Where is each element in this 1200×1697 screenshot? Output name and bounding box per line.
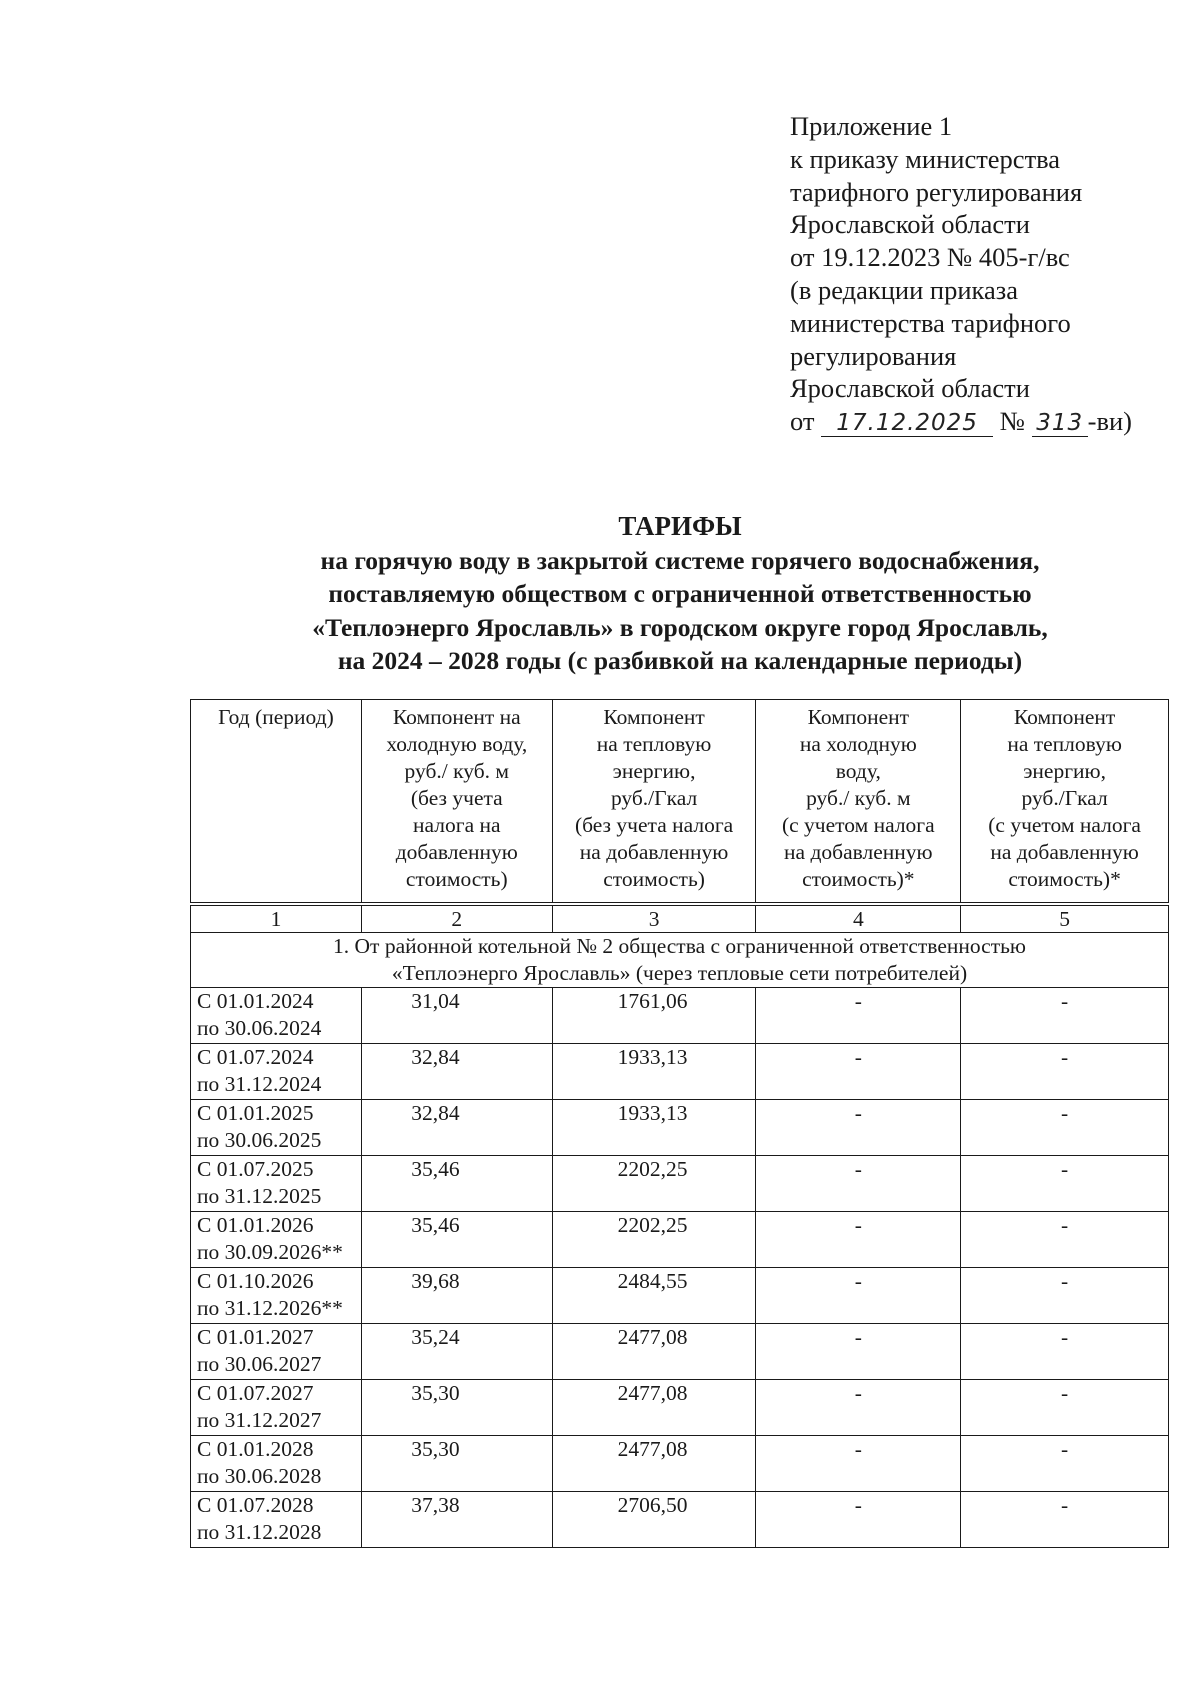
heat-energy-vat-value: - [961,1436,1169,1492]
title-line: на горячую воду в закрытой системе горячего водоснабжения, [320,545,1040,575]
title-line: на 2024 – 2028 годы (с разбивкой на календарные периоды) [337,646,1023,675]
heat-energy-vat-value: - [961,1380,1169,1436]
period-cell [191,1436,362,1492]
period-to: по 30.06.2025 [197,1128,322,1152]
period-to: по 31.12.2024 [197,1072,322,1096]
appendix-line: тарифного регулирования [790,176,1083,207]
period-from: С 01.01.2027 [197,1325,314,1349]
table-row [191,1324,1169,1380]
header-heat-energy-incl-vat: Компонент на тепловую энергию, руб./Гкал (с учетом налога на добавленную стоимость)* [961,700,1169,905]
heat-energy-value: 1933,13 [552,1100,756,1156]
cold-water-value: 32,84 [361,1044,552,1100]
period-cell [191,1156,362,1212]
cold-water-value: 35,30 [361,1380,552,1436]
period-from: С 01.07.2027 [197,1381,314,1405]
period-cell [191,1212,362,1268]
table-row [191,1100,1169,1156]
period-to: по 31.12.2028 [197,1520,322,1544]
cold-water-vat-value: - [756,1044,961,1100]
section-row [191,933,1169,988]
appendix-line: (в редакции приказа [790,274,1018,305]
cold-water-value: 32,84 [361,1100,552,1156]
table-header-row [191,700,1169,905]
cold-water-vat-value: - [756,1156,961,1212]
appendix-line: Ярославской области [790,209,1030,240]
cold-water-vat-value: - [756,1380,961,1436]
cold-water-value: 37,38 [361,1492,552,1548]
amendment-suffix: -ви) [1087,406,1132,437]
amendment-line [790,405,1170,438]
period-to: по 31.12.2025 [197,1184,322,1208]
cold-water-vat-value: - [756,988,961,1044]
cold-water-value: 35,46 [361,1156,552,1212]
heat-energy-vat-value: - [961,1100,1169,1156]
amendment-prefix: от [790,406,815,437]
table-row [191,1492,1169,1548]
heat-energy-vat-value: - [961,1492,1169,1548]
cold-water-vat-value: - [756,1324,961,1380]
heat-energy-value: 2202,25 [552,1156,756,1212]
cold-water-value: 39,68 [361,1268,552,1324]
period-cell [191,988,362,1044]
heat-energy-vat-value: - [961,1212,1169,1268]
table-row [191,1268,1169,1324]
period-to: по 31.12.2027 [197,1408,322,1432]
table-row [191,1380,1169,1436]
period-cell [191,1492,362,1548]
column-number-row [191,904,1169,933]
column-number: 1 [191,904,362,933]
cold-water-vat-value: - [756,1436,961,1492]
amendment-number-label: № [999,406,1026,437]
cold-water-vat-value: - [756,1100,961,1156]
title-line: «Теплоэнерго Ярославль» в городском округе город Ярославль, [312,612,1048,642]
period-cell [191,1380,362,1436]
period-from: С 01.01.2028 [197,1437,314,1461]
period-cell [191,1100,362,1156]
table-row [191,1156,1169,1212]
cold-water-value: 35,46 [361,1212,552,1268]
period-to: по 31.12.2026** [197,1296,343,1320]
tariffs-table [190,699,1169,1548]
header-year-period: Год (период) [191,700,362,905]
period-from: С 01.01.2026 [197,1213,314,1237]
heat-energy-value: 2477,08 [552,1380,756,1436]
heat-energy-value: 1933,13 [552,1044,756,1100]
column-number: 3 [552,904,756,933]
heat-energy-value: 2477,08 [552,1436,756,1492]
cold-water-value: 31,04 [361,988,552,1044]
period-from: С 01.07.2028 [197,1493,314,1517]
period-from: С 01.07.2025 [197,1157,314,1181]
period-to: по 30.09.2026** [197,1240,343,1264]
heat-energy-value: 2706,50 [552,1492,756,1548]
column-number: 4 [756,904,961,933]
table-row [191,1044,1169,1100]
appendix-line: Приложение 1 [790,111,953,141]
period-cell [191,1268,362,1324]
period-cell [191,1044,362,1100]
heat-energy-vat-value: - [961,1156,1169,1212]
heat-energy-vat-value: - [961,1268,1169,1324]
cold-water-value: 35,30 [361,1436,552,1492]
title-main: ТАРИФЫ [618,511,742,541]
amendment-number-handwritten: 313 [1032,410,1088,437]
period-from: С 01.10.2026 [197,1269,314,1293]
column-number: 5 [961,904,1169,933]
cold-water-vat-value: - [756,1492,961,1548]
heat-energy-vat-value: - [961,1324,1169,1380]
heat-energy-value: 1761,06 [552,988,756,1044]
period-to: по 30.06.2027 [197,1352,322,1376]
period-to: по 30.06.2024 [197,1016,322,1040]
heat-energy-value: 2477,08 [552,1324,756,1380]
appendix-line: министерства тарифного [790,307,1071,338]
cold-water-value: 35,24 [361,1324,552,1380]
heat-energy-vat-value: - [961,1044,1169,1100]
table-row [191,1436,1169,1492]
heat-energy-value: 2484,55 [552,1268,756,1324]
heat-energy-value: 2202,25 [552,1212,756,1268]
section-title: 1. От районной котельной № 2 общества с ограниченной ответственностью «Теплоэнерго Ярославль» (через тепловые сети потребителей) [191,933,1169,988]
title-line: поставляемую обществом с ограниченной ответственностью [328,579,1032,608]
period-from: С 01.07.2024 [197,1045,314,1069]
table-row [191,1212,1169,1268]
appendix-line: регулирования [790,340,957,371]
header-cold-water-excl-vat: Компонент на холодную воду, руб./ куб. м (без учета налога на добавленную стоимость) [361,700,552,905]
heat-energy-vat-value: - [961,988,1169,1044]
header-cold-water-incl-vat: Компонент на холодную воду, руб./ куб. м (с учетом налога на добавленную стоимость)* [756,700,961,905]
column-number: 2 [361,904,552,933]
cold-water-vat-value: - [756,1268,961,1324]
appendix-header [790,110,1170,438]
period-from: С 01.01.2024 [197,989,314,1013]
amendment-date-handwritten: 17.12.2025 [821,410,993,437]
cold-water-vat-value: - [756,1212,961,1268]
appendix-line: от 19.12.2023 № 405-г/вс [790,242,1070,273]
table-row [191,988,1169,1044]
period-to: по 30.06.2028 [197,1464,322,1488]
appendix-line: к приказу министерства [790,143,1061,174]
period-cell [191,1324,362,1380]
document-title [190,510,1170,678]
header-heat-energy-excl-vat: Компонент на тепловую энергию, руб./Гкал (без учета налога на добавленную стоимость) [552,700,756,905]
period-from: С 01.01.2025 [197,1101,314,1125]
appendix-line: Ярославской области [790,373,1030,404]
